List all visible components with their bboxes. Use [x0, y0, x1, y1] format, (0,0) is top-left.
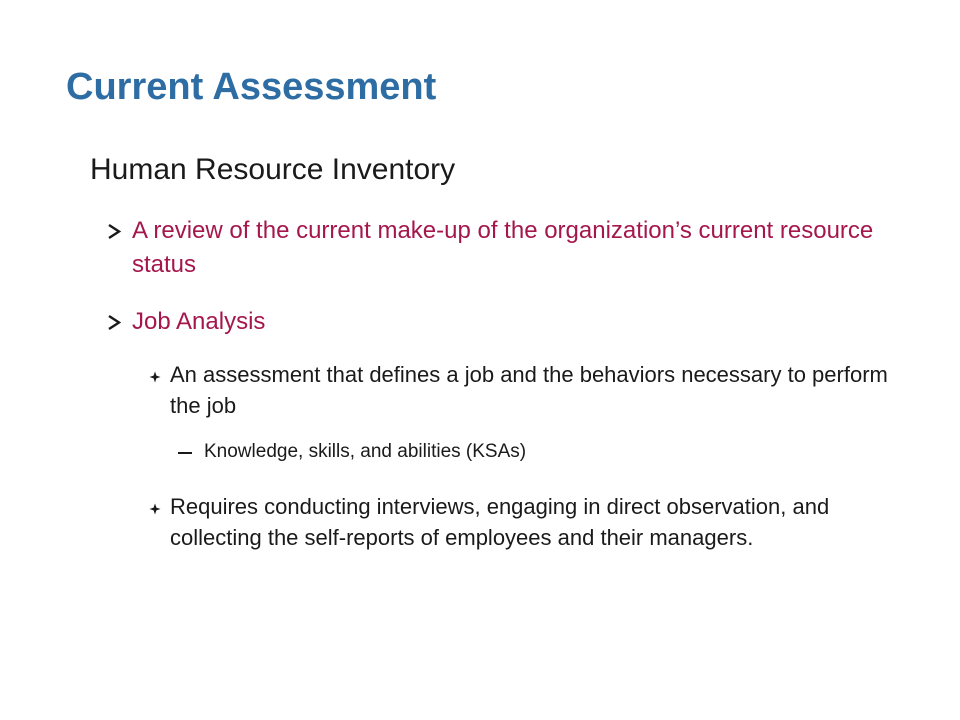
dash-icon [178, 438, 198, 466]
diamond-bullet-icon [148, 359, 168, 390]
bullet-item-job-analysis [106, 305, 906, 339]
slide-title: Current Assessment [66, 66, 437, 108]
sub-sub-bullet-text: Knowledge, skills, and abilities (KSAs) [204, 441, 527, 462]
sub-bullet-text: An assessment that defines a job and the behaviors necessary to perform the job [170, 362, 888, 418]
sub-bullet-assessment [148, 359, 888, 421]
sub-bullet-requires [148, 491, 888, 553]
bullet-item-text: A review of the current make-up of the organization’s current resource status [132, 217, 874, 278]
arrow-right-icon [106, 214, 130, 248]
section-heading: Human Resource Inventory [90, 153, 456, 186]
bullet-item-review [106, 214, 906, 282]
sub-sub-bullet-ksas [178, 438, 878, 466]
sub-bullet-text: Requires conducting interviews, engaging in direct observation, and collecting the self-reports of employees and their managers. [170, 494, 830, 550]
arrow-right-icon [106, 305, 130, 339]
diamond-bullet-icon [148, 491, 168, 522]
bullet-item-text: Job Analysis [132, 308, 266, 335]
